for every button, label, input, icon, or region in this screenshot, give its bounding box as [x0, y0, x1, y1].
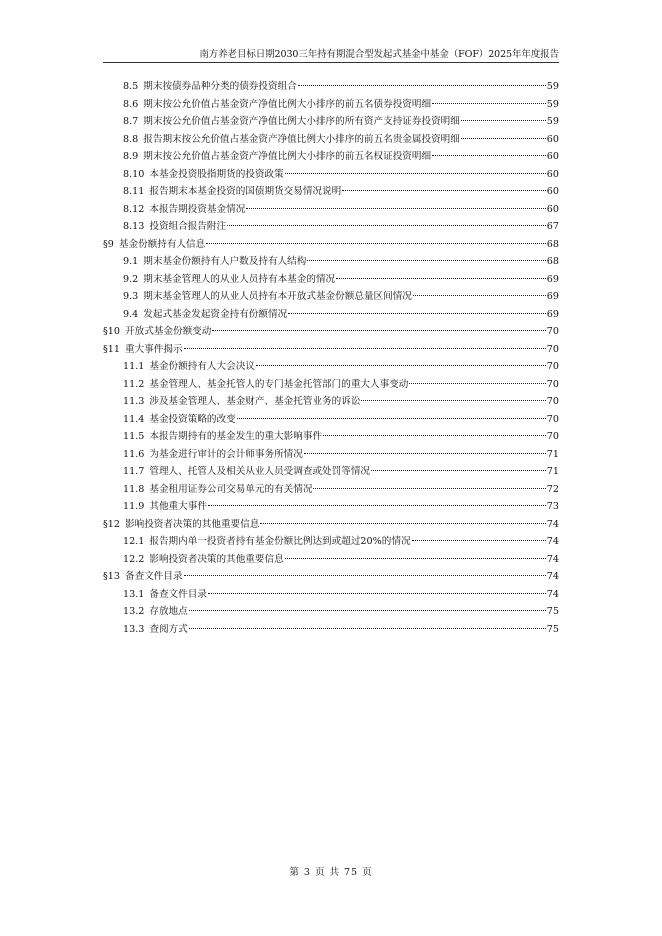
toc-entry-number: 11.7	[123, 466, 145, 477]
toc-dot-leader	[237, 417, 546, 419]
toc-entry-title: 报告期末按公允价值占基金资产净值比例大小排序的前五名贵金属投资明细	[143, 133, 460, 145]
toc-dot-leader	[342, 189, 546, 191]
toc-subsection-entry[interactable]	[103, 148, 559, 166]
toc-entry-title: 存放地点	[149, 606, 188, 617]
toc-dot-leader	[413, 294, 546, 296]
toc-subsection-entry[interactable]	[103, 428, 559, 446]
toc-subsection-entry[interactable]	[103, 218, 559, 236]
toc-dot-leader	[285, 172, 546, 174]
toc-page-number: 71	[546, 466, 559, 477]
running-header: 南方养老目标日期2030三年持有期混合型发起式基金中基金（FOF）2025年年度报告	[199, 49, 559, 60]
toc-page-number: 73	[546, 501, 559, 512]
toc-subsection-entry[interactable]	[103, 446, 559, 464]
toc-entry-number: 11.1	[123, 361, 145, 372]
toc-entry-title: 投资组合报告附注	[149, 221, 227, 232]
toc-entry-number: 11.8	[123, 483, 145, 495]
toc-entry-number: 8.10	[123, 168, 145, 180]
toc-entry-number: 9.3	[123, 291, 139, 302]
toc-entry-title: 基金份额持有人大会决议	[149, 361, 255, 372]
toc-entry-title: 期末基金管理人的从业人员持有本开放式基金份额总量区间情况	[143, 291, 412, 302]
toc-page-number: 70	[546, 326, 559, 337]
toc-dot-leader	[304, 452, 546, 454]
page-footer: 第 3 页 共 75 页	[289, 867, 373, 878]
toc-page-number: 69	[546, 291, 559, 302]
toc-page-number: 60	[546, 168, 559, 180]
toc-page-number: 74	[546, 588, 559, 600]
toc-page-number: 70	[546, 431, 559, 442]
toc-entry-title: 报告期末本基金投资的国债期货交易情况说明	[149, 186, 342, 197]
toc-entry-number: 12.1	[123, 536, 145, 547]
toc-dot-leader	[412, 539, 546, 541]
toc-subsection-entry[interactable]	[103, 551, 559, 569]
toc-section-entry[interactable]	[103, 516, 559, 534]
toc-entry-title: 基金投资策略的改变	[149, 413, 236, 425]
toc-entry-title: 其他重大事件	[149, 501, 207, 512]
toc-page-number: 68	[546, 238, 559, 250]
toc-dot-leader	[432, 154, 546, 156]
toc-entry-number: 11.5	[123, 431, 145, 442]
toc-dot-leader	[461, 137, 546, 139]
toc-page-number: 59	[546, 98, 559, 110]
toc-entry-title: 影响投资者决策的其他重要信息	[149, 553, 284, 565]
toc-subsection-entry[interactable]	[103, 586, 559, 604]
toc-entry-number: 8.11	[123, 186, 145, 197]
toc-dot-leader	[260, 522, 545, 524]
toc-entry-number: 8.8	[123, 133, 139, 145]
toc-section-entry[interactable]	[103, 236, 559, 254]
toc-entry-number: 13.1	[123, 588, 145, 600]
toc-dot-leader	[184, 347, 546, 349]
toc-entry-title: 期末按债券品种分类的债券投资组合	[143, 81, 297, 92]
toc-entry-title: 期末按公允价值占基金资产净值比例大小排序的前五名债券投资明细	[143, 98, 432, 110]
toc-page-number: 70	[546, 361, 559, 372]
toc-subsection-entry[interactable]	[103, 498, 559, 516]
toc-entry-number: §13	[103, 571, 121, 582]
toc-page-number: 74	[546, 571, 559, 582]
toc-page-number: 74	[546, 536, 559, 547]
toc-dot-leader	[461, 119, 546, 121]
toc-dot-leader	[298, 84, 546, 86]
toc-entry-number: 11.6	[123, 448, 145, 460]
header-divider	[103, 62, 559, 63]
toc-entry-title: 本基金投资股指期货的投资政策	[149, 168, 284, 180]
toc-subsection-entry[interactable]	[103, 166, 559, 184]
toc-dot-leader	[208, 504, 546, 506]
toc-entry-number: 13.3	[123, 623, 145, 635]
toc-subsection-entry[interactable]	[103, 603, 559, 621]
toc-subsection-entry[interactable]	[103, 393, 559, 411]
toc-dot-leader	[256, 364, 546, 366]
toc-entry-number: 8.7	[123, 116, 139, 127]
toc-entry-number: 11.3	[123, 396, 145, 407]
toc-subsection-entry[interactable]	[103, 96, 559, 114]
toc-dot-leader	[288, 312, 546, 314]
toc-page-number: 70	[546, 396, 559, 407]
toc-dot-leader	[361, 399, 545, 401]
toc-entry-number: 11.9	[123, 501, 145, 512]
toc-entry-title: 发起式基金发起资金持有份额情况	[143, 308, 288, 320]
toc-subsection-entry[interactable]	[103, 183, 559, 201]
toc-dot-leader	[227, 224, 546, 226]
toc-entry-number: §11	[103, 343, 121, 355]
toc-page-number: 59	[546, 116, 559, 127]
toc-dot-leader	[189, 627, 546, 629]
toc-dot-leader	[246, 207, 545, 209]
toc-entry-number: 9.1	[123, 256, 139, 267]
toc-dot-leader	[208, 592, 546, 594]
toc-dot-leader	[313, 487, 545, 489]
toc-subsection-entry[interactable]	[103, 78, 559, 96]
toc-dot-leader	[285, 557, 546, 559]
toc-entry-title: 期末按公允价值占基金资产净值比例大小排序的前五名权证投资明细	[143, 151, 432, 162]
toc-entry-title: 基金份额持有人信息	[118, 238, 206, 250]
toc-subsection-entry[interactable]	[103, 113, 559, 131]
toc-section-entry[interactable]	[103, 568, 559, 586]
toc-page-number: 68	[546, 256, 559, 267]
toc-entry-title: 本报告期投资基金情况	[149, 203, 246, 215]
toc-dot-leader	[184, 574, 546, 576]
toc-entry-title: 本报告期持有的基金发生的重大影响事件	[149, 431, 323, 442]
toc-entry-title: 重大事件揭示	[125, 343, 183, 355]
toc-entry-number: §10	[103, 326, 121, 337]
table-of-contents	[103, 78, 559, 638]
toc-page-number: 60	[546, 133, 559, 145]
toc-page-number: 71	[546, 448, 559, 460]
toc-dot-leader	[206, 242, 546, 244]
toc-page-number: 69	[546, 273, 559, 285]
toc-subsection-entry[interactable]	[103, 288, 559, 306]
toc-entry-title: 影响投资者决策的其他重要信息	[125, 518, 260, 530]
toc-entry-number: 9.4	[123, 308, 139, 320]
toc-entry-title: 基金管理人、基金托管人的专门基金托管部门的重大人事变动	[149, 378, 409, 390]
toc-entry-number: 8.13	[123, 221, 145, 232]
toc-subsection-entry[interactable]	[103, 271, 559, 289]
toc-section-entry[interactable]	[103, 323, 559, 341]
toc-page-number: 70	[546, 378, 559, 390]
toc-page-number: 75	[546, 623, 559, 635]
toc-dot-leader	[409, 382, 545, 384]
toc-subsection-entry[interactable]	[103, 358, 559, 376]
toc-entry-title: 报告期内单一投资者持有基金份额比例达到或超过20%的情况	[149, 536, 411, 547]
toc-entry-number: 8.6	[123, 98, 139, 110]
toc-dot-leader	[307, 259, 545, 261]
toc-entry-title: 管理人、托管人及相关从业人员受调查或处罚等情况	[149, 466, 371, 477]
toc-entry-title: 基金租用证券公司交易单元的有关情况	[149, 483, 313, 495]
toc-entry-number: 11.4	[123, 413, 145, 425]
toc-subsection-entry[interactable]	[103, 621, 559, 639]
toc-subsection-entry[interactable]	[103, 201, 559, 219]
toc-entry-number: 11.2	[123, 378, 145, 390]
toc-dot-leader	[336, 277, 546, 279]
toc-entry-title: 期末基金管理人的从业人员持有本基金的情况	[143, 273, 336, 285]
toc-entry-title: 备查文件目录	[125, 571, 183, 582]
toc-subsection-entry[interactable]	[103, 463, 559, 481]
toc-dot-leader	[432, 102, 546, 104]
toc-entry-number: 12.2	[123, 553, 145, 565]
toc-page-number: 59	[546, 81, 559, 92]
toc-subsection-entry[interactable]	[103, 533, 559, 551]
toc-page-number: 70	[546, 343, 559, 355]
toc-page-number: 60	[546, 203, 559, 215]
toc-page-number: 75	[546, 606, 559, 617]
toc-entry-number: 9.2	[123, 273, 139, 285]
toc-entry-title: 查阅方式	[149, 623, 188, 635]
toc-entry-title: 为基金进行审计的会计师事务所情况	[149, 448, 303, 460]
toc-subsection-entry[interactable]	[103, 306, 559, 324]
toc-page-number: 74	[546, 518, 559, 530]
toc-entry-number: 8.5	[123, 81, 139, 92]
toc-subsection-entry[interactable]	[103, 253, 559, 271]
toc-entry-title: 开放式基金份额变动	[125, 326, 212, 337]
toc-entry-title: 期末基金份额持有人户数及持有人结构	[143, 256, 307, 267]
toc-entry-title: 涉及基金管理人、基金财产、基金托管业务的诉讼	[149, 396, 361, 407]
toc-dot-leader	[323, 434, 546, 436]
toc-subsection-entry[interactable]	[103, 376, 559, 394]
toc-dot-leader	[189, 609, 546, 611]
toc-page-number: 60	[546, 186, 559, 197]
toc-dot-leader	[212, 329, 545, 331]
toc-subsection-entry[interactable]	[103, 131, 559, 149]
toc-page-number: 70	[546, 413, 559, 425]
toc-page-number: 60	[546, 151, 559, 162]
toc-subsection-entry[interactable]	[103, 411, 559, 429]
toc-entry-number: 8.9	[123, 151, 139, 162]
toc-subsection-entry[interactable]	[103, 481, 559, 499]
toc-entry-number: 13.2	[123, 606, 145, 617]
toc-entry-number: §9	[103, 238, 114, 250]
toc-page-number: 67	[546, 221, 559, 232]
toc-dot-leader	[371, 469, 546, 471]
toc-entry-title: 期末按公允价值占基金资产净值比例大小排序的所有资产支持证券投资明细	[143, 116, 460, 127]
toc-page-number: 69	[546, 308, 559, 320]
toc-entry-title: 备查文件目录	[149, 588, 207, 600]
toc-entry-number: 8.12	[123, 203, 145, 215]
toc-page-number: 74	[546, 553, 559, 565]
toc-page-number: 72	[546, 483, 559, 495]
toc-entry-number: §12	[103, 518, 121, 530]
toc-section-entry[interactable]	[103, 341, 559, 359]
